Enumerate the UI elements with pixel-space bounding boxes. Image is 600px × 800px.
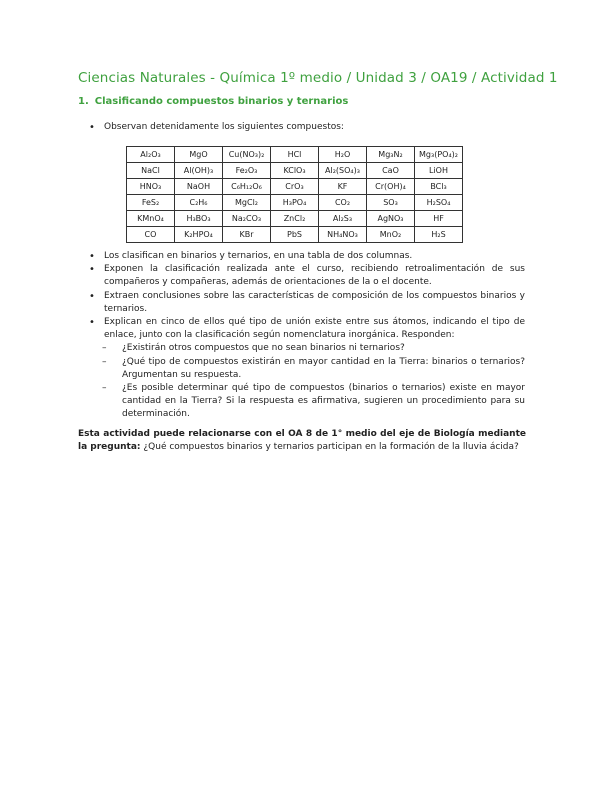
- table-cell: KClO₃: [271, 163, 319, 179]
- question-determine: – ¿Es posible determinar qué tipo de compuestos (binarios o ternarios) existe en mayor cantidad en la Tierra? Si la respuesta es afirmativa, sugieren un procedimiento para su determinación.: [89, 382, 525, 422]
- activity-bullets: [89, 250, 525, 422]
- table-cell: HF: [415, 211, 463, 227]
- table-cell: BCl₃: [415, 179, 463, 195]
- table-cell: ZnCl₂: [271, 211, 319, 227]
- table-cell: CO: [127, 227, 175, 243]
- table-cell: Fe₂O₃: [223, 163, 271, 179]
- table-cell: H₂S: [415, 227, 463, 243]
- table-row: [127, 163, 463, 179]
- bullet-conclude: • Extraen conclusiones sobre las características de composición de los compuestos binarios y ternarios.: [89, 290, 525, 316]
- bullet-explain: • Explican en cinco de ellos qué tipo de unión existe entre sus átomos, indicando el tipo de enlace, junto con la clasificación según nomenclatura inorgánica. Responden:: [89, 316, 525, 342]
- table-cell: H₂O: [319, 147, 367, 163]
- intro-bullet: • Observan detenidamente los siguientes compuestos:: [89, 121, 525, 134]
- table-cell: K₂HPO₄: [175, 227, 223, 243]
- table-cell: HCl: [271, 147, 319, 163]
- table-cell: CrO₃: [271, 179, 319, 195]
- table-cell: CaO: [367, 163, 415, 179]
- table-cell: NaOH: [175, 179, 223, 195]
- table-cell: H₃BO₃: [175, 211, 223, 227]
- question-most-abundant: – ¿Qué tipo de compuestos existirán en mayor cantidad en la Tierra: binarios o ternarios? Argumentan su respuesta.: [89, 356, 525, 382]
- table-row: [127, 227, 463, 243]
- page-title: Ciencias Naturales - Química 1º medio / Unidad 3 / OA19 / Actividad 1: [78, 70, 558, 86]
- section-number: 1.: [78, 96, 89, 107]
- table-cell: Cu(NO₃)₂: [223, 147, 271, 163]
- table-cell: MgCl₂: [223, 195, 271, 211]
- section-heading: [78, 96, 348, 107]
- table-cell: Al(OH)₃: [175, 163, 223, 179]
- table-row: [127, 147, 463, 163]
- table-cell: H₂SO₄: [415, 195, 463, 211]
- table-row: [127, 211, 463, 227]
- table-cell: AgNO₃: [367, 211, 415, 227]
- closing-paragraph: [78, 428, 526, 454]
- bullet-classify: • Los clasifican en binarios y ternarios, en una tabla de dos columnas.: [89, 250, 525, 263]
- table-cell: H₃PO₄: [271, 195, 319, 211]
- compounds-table: [126, 146, 463, 243]
- table-row: [127, 179, 463, 195]
- table-cell: SO₃: [367, 195, 415, 211]
- table-cell: KF: [319, 179, 367, 195]
- table-cell: NH₄NO₃: [319, 227, 367, 243]
- table-cell: Al₂(SO₄)₃: [319, 163, 367, 179]
- table-row: [127, 195, 463, 211]
- bullet-present: • Exponen la clasificación realizada ante el curso, recibiendo retroalimentación de sus compañeros y compañeras, además de orientaciones de la o el docente.: [89, 263, 525, 289]
- table-cell: PbS: [271, 227, 319, 243]
- table-cell: Al₂O₃: [127, 147, 175, 163]
- compounds-table-body: [127, 147, 463, 243]
- table-cell: Na₂CO₃: [223, 211, 271, 227]
- table-cell: C₆H₁₂O₆: [223, 179, 271, 195]
- table-cell: NaCl: [127, 163, 175, 179]
- table-cell: CO₂: [319, 195, 367, 211]
- table-cell: MgO: [175, 147, 223, 163]
- section-heading-text: Clasificando compuestos binarios y ternarios: [94, 96, 349, 107]
- table-cell: Al₂S₃: [319, 211, 367, 227]
- table-cell: KMnO₄: [127, 211, 175, 227]
- table-cell: Mg₃(PO₄)₂: [415, 147, 463, 163]
- question-other-compounds: – ¿Existirán otros compuestos que no sean binarios ni ternarios?: [89, 342, 525, 355]
- table-cell: HNO₃: [127, 179, 175, 195]
- closing-question-text: ¿Qué compuestos binarios y ternarios participan en la formación de la lluvia ácida?: [140, 442, 519, 453]
- closing-bold-text: Esta actividad puede relacionarse con el OA 8 de 1° medio del eje de Biología mediante la pregunta:: [78, 429, 526, 453]
- table-cell: FeS₂: [127, 195, 175, 211]
- table-cell: MnO₂: [367, 227, 415, 243]
- table-cell: Mg₃N₂: [367, 147, 415, 163]
- table-cell: C₂H₆: [175, 195, 223, 211]
- table-cell: KBr: [223, 227, 271, 243]
- table-cell: LiOH: [415, 163, 463, 179]
- intro-bullet-block: [89, 121, 525, 134]
- table-cell: Cr(OH)₄: [367, 179, 415, 195]
